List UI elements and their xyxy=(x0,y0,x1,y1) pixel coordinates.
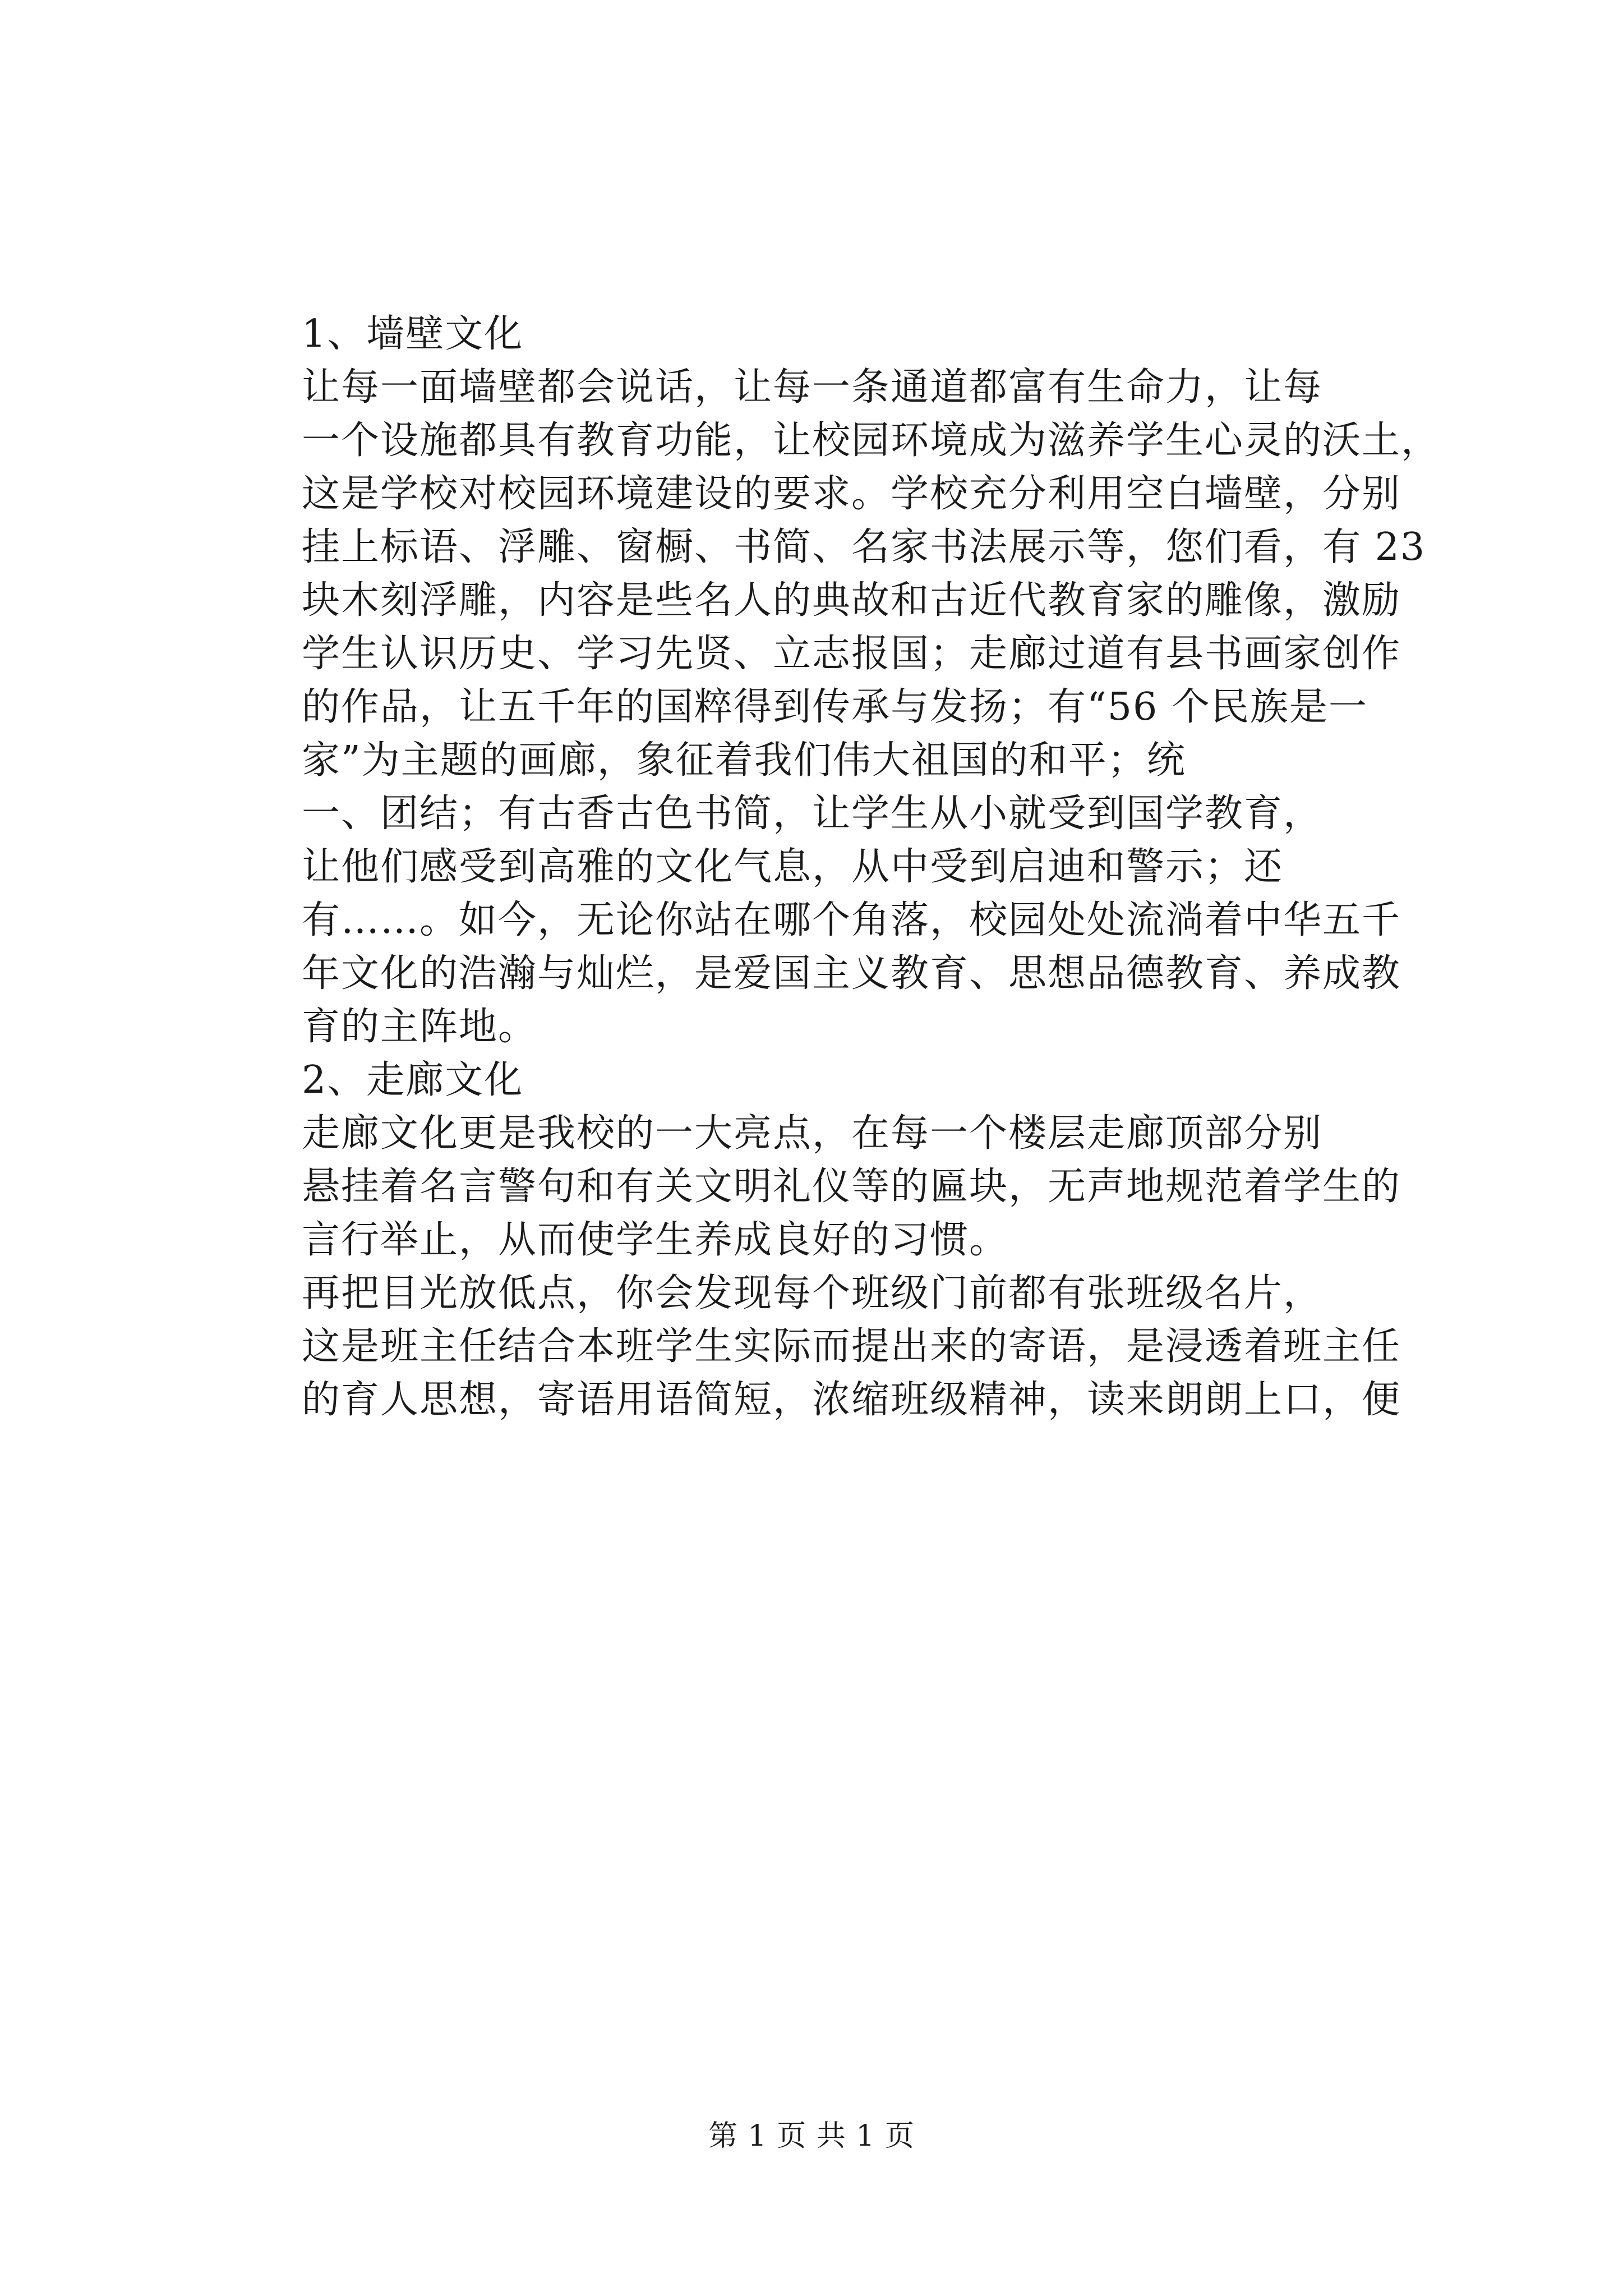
text-line: 走廊文化更是我校的一大亮点，在每一个楼层走廊顶部分别 xyxy=(302,1111,1323,1156)
text-line: 有……。如今，无论你站在哪个角落，校园处处流淌着中华五千 xyxy=(302,898,1401,942)
page-footer: 第 1 页 共 1 页 xyxy=(708,2119,915,2153)
paragraph xyxy=(223,787,1423,1053)
text-line: 这是班主任结合本班学生实际而提出来的寄语，是浸透着班主任 xyxy=(302,1324,1401,1369)
paragraph xyxy=(223,1267,1423,1427)
text-line: 一、团结；有古香古色书简，让学生从小就受到国学教育， xyxy=(302,792,1323,836)
text-line: 言行举止，从而使学生养成良好的习惯。 xyxy=(302,1218,1009,1262)
text-line: 让他们感受到高雅的文化气息，从中受到启迪和警示；还 xyxy=(302,845,1284,889)
text-line: 家”为主题的画廊，象征着我们伟大祖国的和平；统 xyxy=(302,738,1186,783)
text-line: 的作品，让五千年的国粹得到传承与发扬；有“56 个民族是一 xyxy=(302,685,1368,729)
section-heading: 2、走廊文化 xyxy=(302,1058,524,1102)
text-line: 挂上标语、浮雕、窗橱、书简、名家书法展示等，您们看，有 23 xyxy=(302,525,1426,569)
paragraph xyxy=(223,361,1441,787)
text-line: 一个设施都具有教育功能，让校园环境成为滋养学生心灵的沃土， xyxy=(302,418,1441,463)
text-line: 年文化的浩瀚与灿烂，是爱国主义教育、思想品德教育、养成教 xyxy=(302,951,1401,996)
paragraph xyxy=(223,1107,1423,1267)
text-line: 的育人思想，寄语用语简短，浓缩班级精神，读来朗朗上口，便 xyxy=(302,1378,1401,1422)
text-line: 让每一面墙壁都会说话，让每一条通道都富有生命力，让每 xyxy=(302,365,1323,409)
text-line: 育的主阵地。 xyxy=(302,1005,538,1049)
text-line: 学生认识历史、学习先贤、立志报国；走廊过道有县书画家创作 xyxy=(302,632,1401,676)
text-line: 块木刻浮雕，内容是些名人的典故和古近代教育家的雕像，激励 xyxy=(302,578,1401,623)
document-body xyxy=(223,307,1441,1427)
text-line: 悬挂着名言警句和有关文明礼仪等的匾块，无声地规范着学生的 xyxy=(302,1165,1401,1209)
section-heading: 1、墙壁文化 xyxy=(302,312,524,356)
text-line: 这是学校对校园环境建设的要求。学校充分利用空白墙壁，分别 xyxy=(302,472,1401,516)
text-line: 再把目光放低点，你会发现每个班级门前都有张班级名片， xyxy=(302,1271,1323,1315)
